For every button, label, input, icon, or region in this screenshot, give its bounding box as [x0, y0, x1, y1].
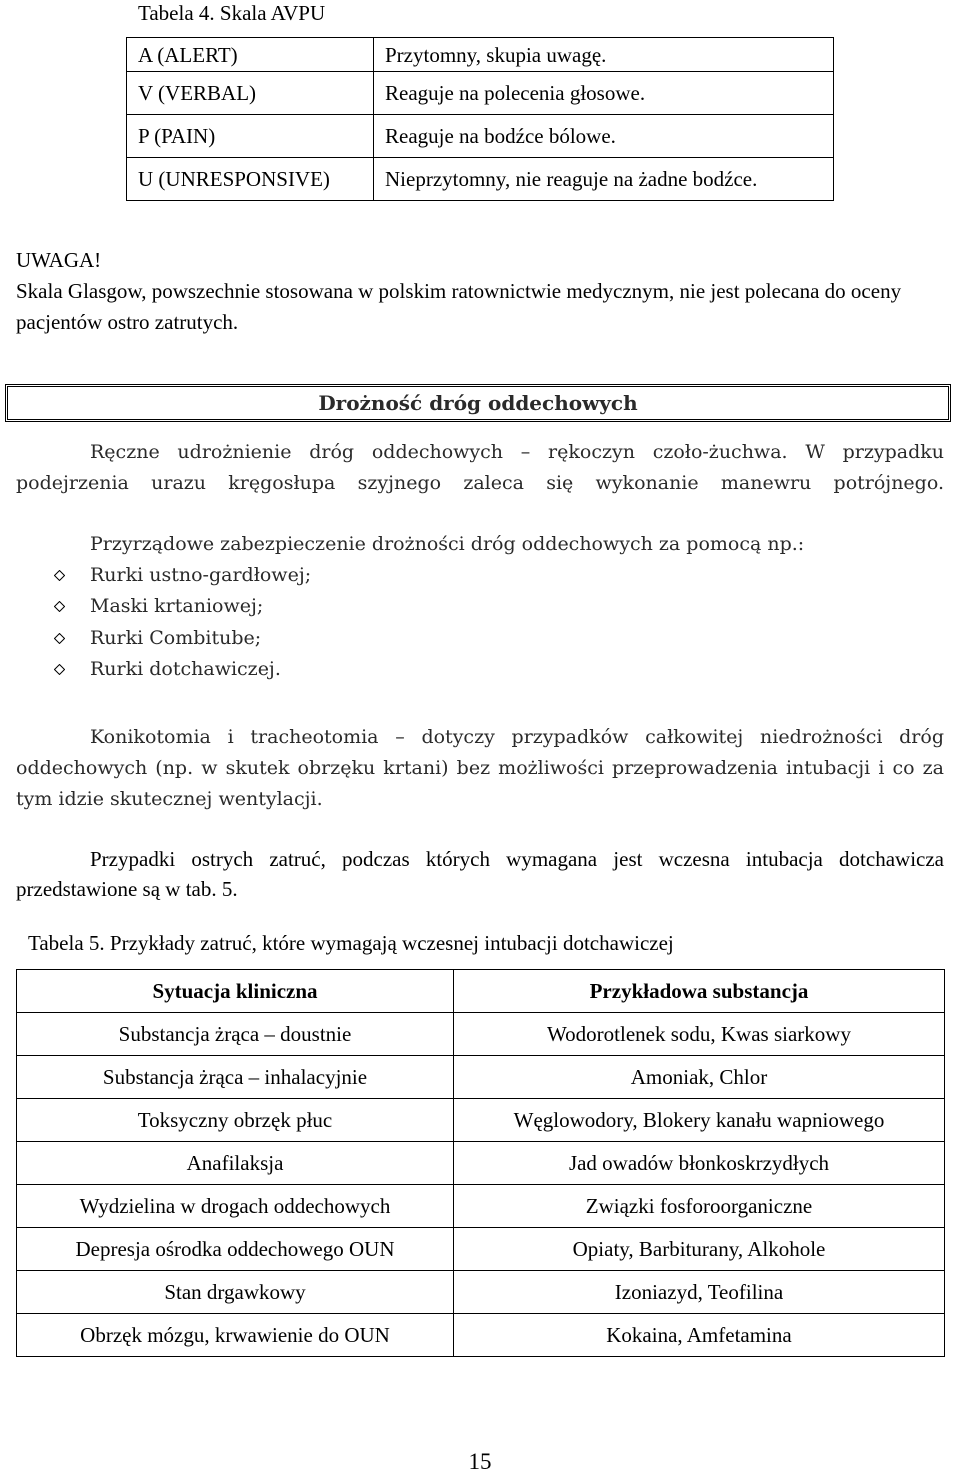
table-row — [17, 1271, 945, 1314]
clinical-situation-cell: Anafilaksja — [17, 1142, 454, 1185]
conicotomy-paragraph: Konikotomia i tracheotomia – dotyczy przypadków całkowitej niedrożności dróg oddechowych (np. w skutek obrzęku krtani) bez możliwości przeprowadzenia intubacji i co za tym idzie skutecznej wentylacji. — [16, 726, 944, 810]
list-item — [16, 560, 311, 591]
list-item-label: Maski krtaniowej; — [90, 595, 264, 618]
example-substance-cell: Izoniazyd, Teofilina — [454, 1271, 945, 1314]
diamond-bullet-icon — [54, 633, 65, 644]
avpu-table-caption: Tabela 4. Skala AVPU — [138, 1, 326, 25]
list-item — [16, 623, 311, 654]
table-header-row — [17, 970, 945, 1013]
example-substance-cell: Związki fosforoorganiczne — [454, 1185, 945, 1228]
table-row — [127, 115, 834, 158]
table-row — [17, 1228, 945, 1271]
diamond-bullet-icon — [54, 570, 65, 581]
airway-manual-paragraph: Ręczne udrożnienie dróg oddechowych – rękoczyn czoło-żuchwa. W przypadku podejrzenia urazu kręgosłupa szyjnego zaleca się wykonanie manewru potrójnego. — [16, 441, 944, 494]
avpu-description-cell: Reaguje na bodźce bólowe. — [374, 115, 834, 158]
table-row — [127, 72, 834, 115]
avpu-level-cell: U (UNRESPONSIVE) — [127, 158, 374, 201]
airway-device-list — [16, 560, 311, 685]
avpu-level-cell: A (ALERT) — [127, 38, 374, 72]
clinical-situation-cell: Substancja żrąca – doustnie — [17, 1013, 454, 1056]
avpu-description-cell: Przytomny, skupia uwagę. — [374, 38, 834, 72]
page-number: 15 — [468, 1449, 492, 1474]
poisoning-table-caption: Tabela 5. Przykłady zatruć, które wymagają wczesnej intubacji dotchawiczej — [28, 931, 674, 955]
list-item — [16, 654, 311, 685]
example-substance-cell: Jad owadów błonkoskrzydłych — [454, 1142, 945, 1185]
diamond-bullet-icon — [54, 601, 65, 612]
intubation-paragraph: Przypadki ostrych zatruć, podczas których wymagana jest wczesna intubacja dotchawicza przedstawione są w tab. 5. — [16, 847, 944, 901]
example-substance-cell: Węglowodory, Blokery kanału wapniowego — [454, 1099, 945, 1142]
column-header-clinical-situation: Sytuacja kliniczna — [17, 970, 454, 1013]
list-item-label: Rurki ustno-gardłowej; — [90, 564, 312, 586]
diamond-bullet-icon — [54, 664, 65, 675]
clinical-situation-cell: Depresja ośrodka oddechowego OUN — [17, 1228, 454, 1271]
clinical-situation-cell: Stan drgawkowy — [17, 1271, 454, 1314]
table-row — [17, 1185, 945, 1228]
avpu-description-cell: Reaguje na polecenia głosowe. — [374, 72, 834, 115]
table-row — [17, 1099, 945, 1142]
example-substance-cell: Amoniak, Chlor — [454, 1056, 945, 1099]
clinical-situation-cell: Substancja żrąca – inhalacyjnie — [17, 1056, 454, 1099]
table-row — [17, 1013, 945, 1056]
warning-note — [16, 245, 944, 338]
clinical-situation-cell: Wydzielina w drogach oddechowych — [17, 1185, 454, 1228]
avpu-description-cell: Nieprzytomny, nie reaguje na żadne bodźce. — [374, 158, 834, 201]
list-item-label: Rurki Combitube; — [90, 626, 262, 649]
example-substance-cell: Opiaty, Barbiturany, Alkohole — [454, 1228, 945, 1271]
example-substance-cell: Kokaina, Amfetamina — [454, 1314, 945, 1357]
list-item — [16, 591, 311, 622]
poisoning-table — [16, 969, 945, 1357]
avpu-level-cell: V (VERBAL) — [127, 72, 374, 115]
clinical-situation-cell: Toksyczny obrzęk płuc — [17, 1099, 454, 1142]
warning-heading: UWAGA! — [16, 248, 102, 272]
example-substance-cell: Wodorotlenek sodu, Kwas siarkowy — [454, 1013, 945, 1056]
table-row — [127, 158, 834, 201]
section-title: Drożność dróg oddechowych — [318, 391, 638, 415]
airway-device-paragraph: Przyrządowe zabezpieczenie drożności dróg oddechowych za pomocą np.: — [90, 533, 805, 555]
table-row — [127, 38, 834, 72]
column-header-example-substance: Przykładowa substancja — [454, 970, 945, 1013]
clinical-situation-cell: Obrzęk mózgu, krwawienie do OUN — [17, 1314, 454, 1357]
warning-text: Skala Glasgow, powszechnie stosowana w polskim ratownictwie medycznym, nie jest polecana do oceny pacjentów ostro zatrutych. — [16, 279, 902, 334]
list-item-label: Rurki dotchawiczej. — [90, 657, 281, 680]
table-row — [17, 1056, 945, 1099]
table-row — [17, 1314, 945, 1357]
section-title-box — [5, 384, 951, 422]
table-row — [17, 1142, 945, 1185]
avpu-level-cell: P (PAIN) — [127, 115, 374, 158]
avpu-table — [126, 37, 834, 201]
